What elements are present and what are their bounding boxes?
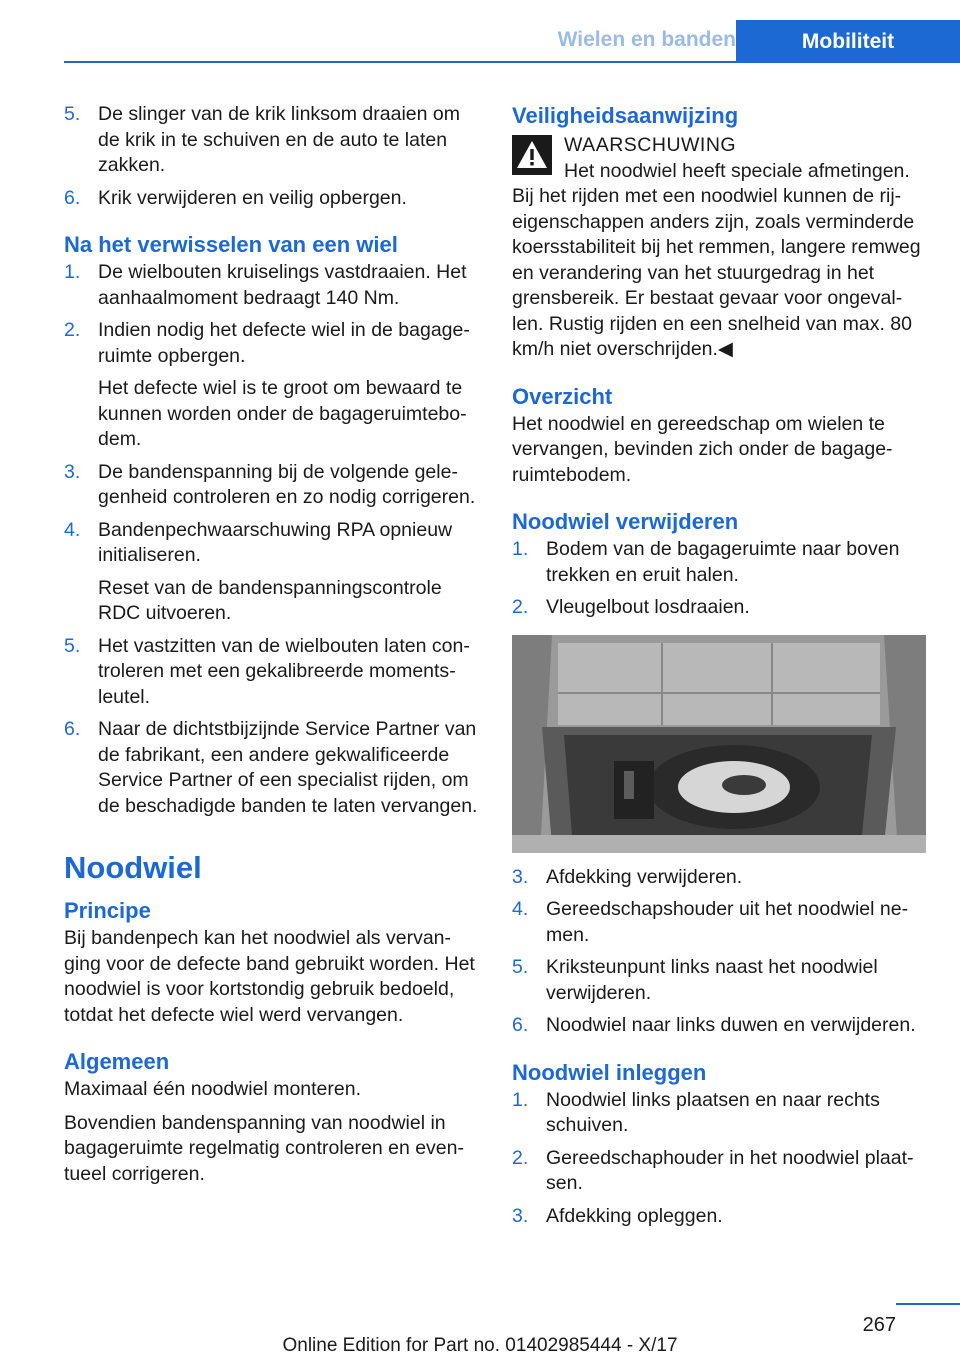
section-heading: Algemeen: [64, 1049, 170, 1074]
page-header: [0, 0, 960, 64]
step-text: Vleugelbout losdraaien.: [546, 596, 750, 618]
step-text: Afdekking opleggen.: [546, 1204, 723, 1227]
warning-text: Bij het rijden met een noodwiel kunnen de rijeigenschappen anders zijn, zoals verminderde koersstabiliteit bij het remmen, langere remweg en verandering van het stuurgedrag in het grensbereik. Er bestaat gevaar voor ongevallen. Rustig rijden en een snelheid van max. 80 km/h niet overschrijden.◀: [512, 185, 921, 360]
step-number: 4.: [512, 898, 529, 920]
section-heading: Noodwiel verwijderen: [512, 509, 739, 534]
step-number: 5.: [64, 634, 81, 657]
list-item: [512, 1146, 926, 1197]
step-number: 2.: [512, 596, 529, 618]
paragraph: Maximaal één noodwiel monteren.: [64, 1078, 361, 1100]
trunk-spare-wheel-photo: [512, 635, 926, 853]
step-text: Noodwiel links plaatsen en naar rechts schuiven.: [546, 1088, 880, 1136]
step-number: 3.: [64, 460, 81, 483]
step-text: Noodwiel naar links duwen en verwijderen.: [546, 1014, 916, 1036]
paragraph: Bij bandenpech kan het noodwiel als vervanging voor de defecte band gebruikt worden. Het noodwiel is voor kortstondig gebruik bedoeld, totdat het defecte wiel werd vervangen.: [64, 927, 475, 1026]
step-number: 1.: [512, 1088, 529, 1111]
step-text: Krik verwijderen en veilig opbergen.: [98, 186, 407, 209]
step-number: 2.: [64, 319, 81, 341]
step-number: 3.: [512, 865, 529, 888]
edition-note: Online Edition for Part no. 01402985444 - X/17: [282, 1335, 678, 1356]
list-item: [512, 537, 926, 588]
section-heading: Overzicht: [512, 383, 613, 409]
list-item: [64, 518, 478, 627]
list-item: [512, 595, 926, 621]
header-section-title: Wielen en banden: [557, 28, 736, 51]
list-item: [512, 897, 926, 948]
list-item: [64, 460, 478, 511]
step-note: Reset van de bandenspanningscontrole RDC uitvoeren.: [98, 576, 442, 624]
step-text: Indien nodig het defecte wiel in de bagageruimte opbergen.: [98, 319, 470, 367]
list-item: [512, 1204, 926, 1230]
chapter-heading: Noodwiel: [64, 850, 202, 885]
paragraph: Bovendien bandenspanning van noodwiel in bagageruimte regelmatig controleren en eventueel corrigeren.: [64, 1111, 464, 1185]
warning-triangle-icon: [512, 135, 552, 175]
section-heading: Principe: [64, 898, 151, 923]
paragraph: Het noodwiel en gereedschap om wielen te vervangen, bevinden zich onder de bagageruimtebodem.: [512, 412, 893, 486]
right-column: [512, 102, 926, 1236]
list-item: [64, 717, 478, 819]
step-text: Het vastzitten van de wielbouten laten controleren met een gekalibreerde momentsleutel.: [98, 634, 470, 708]
section-heading: Na het verwisselen van een wiel: [64, 232, 398, 257]
step-number: 5.: [64, 103, 81, 125]
warning-block: [512, 133, 926, 363]
list-item: [64, 318, 478, 453]
list-item: [64, 260, 478, 311]
step-text: Bandenpechwaarschuwing RPA opnieuw initialiseren.: [98, 518, 453, 566]
list-item: [512, 1088, 926, 1139]
list-item: [64, 186, 478, 212]
footer-rule: [896, 1303, 960, 1305]
step-text: Kriksteunpunt links naast het noodwiel verwijderen.: [546, 956, 878, 1004]
list-item: [512, 1013, 926, 1039]
step-number: 4.: [64, 518, 81, 541]
step-number: 6.: [64, 718, 81, 740]
section-heading: Veiligheidsaanwijzing: [512, 103, 739, 128]
list-item: [64, 634, 478, 711]
step-number: 6.: [64, 186, 81, 209]
warning-text: Het noodwiel heeft speciale afmetingen.: [564, 159, 910, 182]
step-number: 5.: [512, 956, 529, 978]
step-text: De slinger van de krik linksom draaien om de krik in te schuiven en de auto te laten zakken.: [98, 103, 460, 176]
step-number: 3.: [512, 1204, 529, 1227]
step-text: De bandenspanning bij de volgende gelegenheid controleren en zo nodig corrigeren.: [98, 460, 476, 508]
step-number: 1.: [64, 261, 81, 283]
step-text: Naar de dichtstbijzijnde Service Partner van de fabrikant, een andere gekwalificeerde Service Partner of een specialist rijden, om de beschadigde banden te laten vervangen.: [98, 718, 478, 817]
step-text: Bodem van de bagageruimte naar boven trekken en eruit halen.: [546, 538, 900, 586]
step-text: Gereedschapshouder uit het noodwiel nemen.: [546, 898, 909, 946]
step-number: 1.: [512, 538, 529, 560]
list-item: [512, 865, 926, 891]
section-heading: Noodwiel inleggen: [512, 1059, 707, 1085]
header-chapter-tab: Mobiliteit: [736, 20, 960, 63]
page-number: 267: [862, 1314, 896, 1336]
step-text: Afdekking verwijderen.: [546, 865, 743, 888]
left-column: [64, 102, 478, 1195]
list-item: [512, 955, 926, 1006]
list-item: [64, 102, 478, 179]
step-text: Gereedschaphouder in het noodwiel plaatsen.: [546, 1146, 914, 1194]
step-number: 2.: [512, 1146, 529, 1169]
step-text: De wielbouten kruiselings vastdraaien. Het aanhaalmoment bedraagt 140 Nm.: [98, 261, 467, 309]
warning-label: WAARSCHUWING: [564, 134, 737, 156]
step-note: Het defecte wiel is te groot om bewaard te kunnen worden onder de bagageruimtebodem.: [98, 377, 467, 450]
step-number: 6.: [512, 1014, 529, 1036]
